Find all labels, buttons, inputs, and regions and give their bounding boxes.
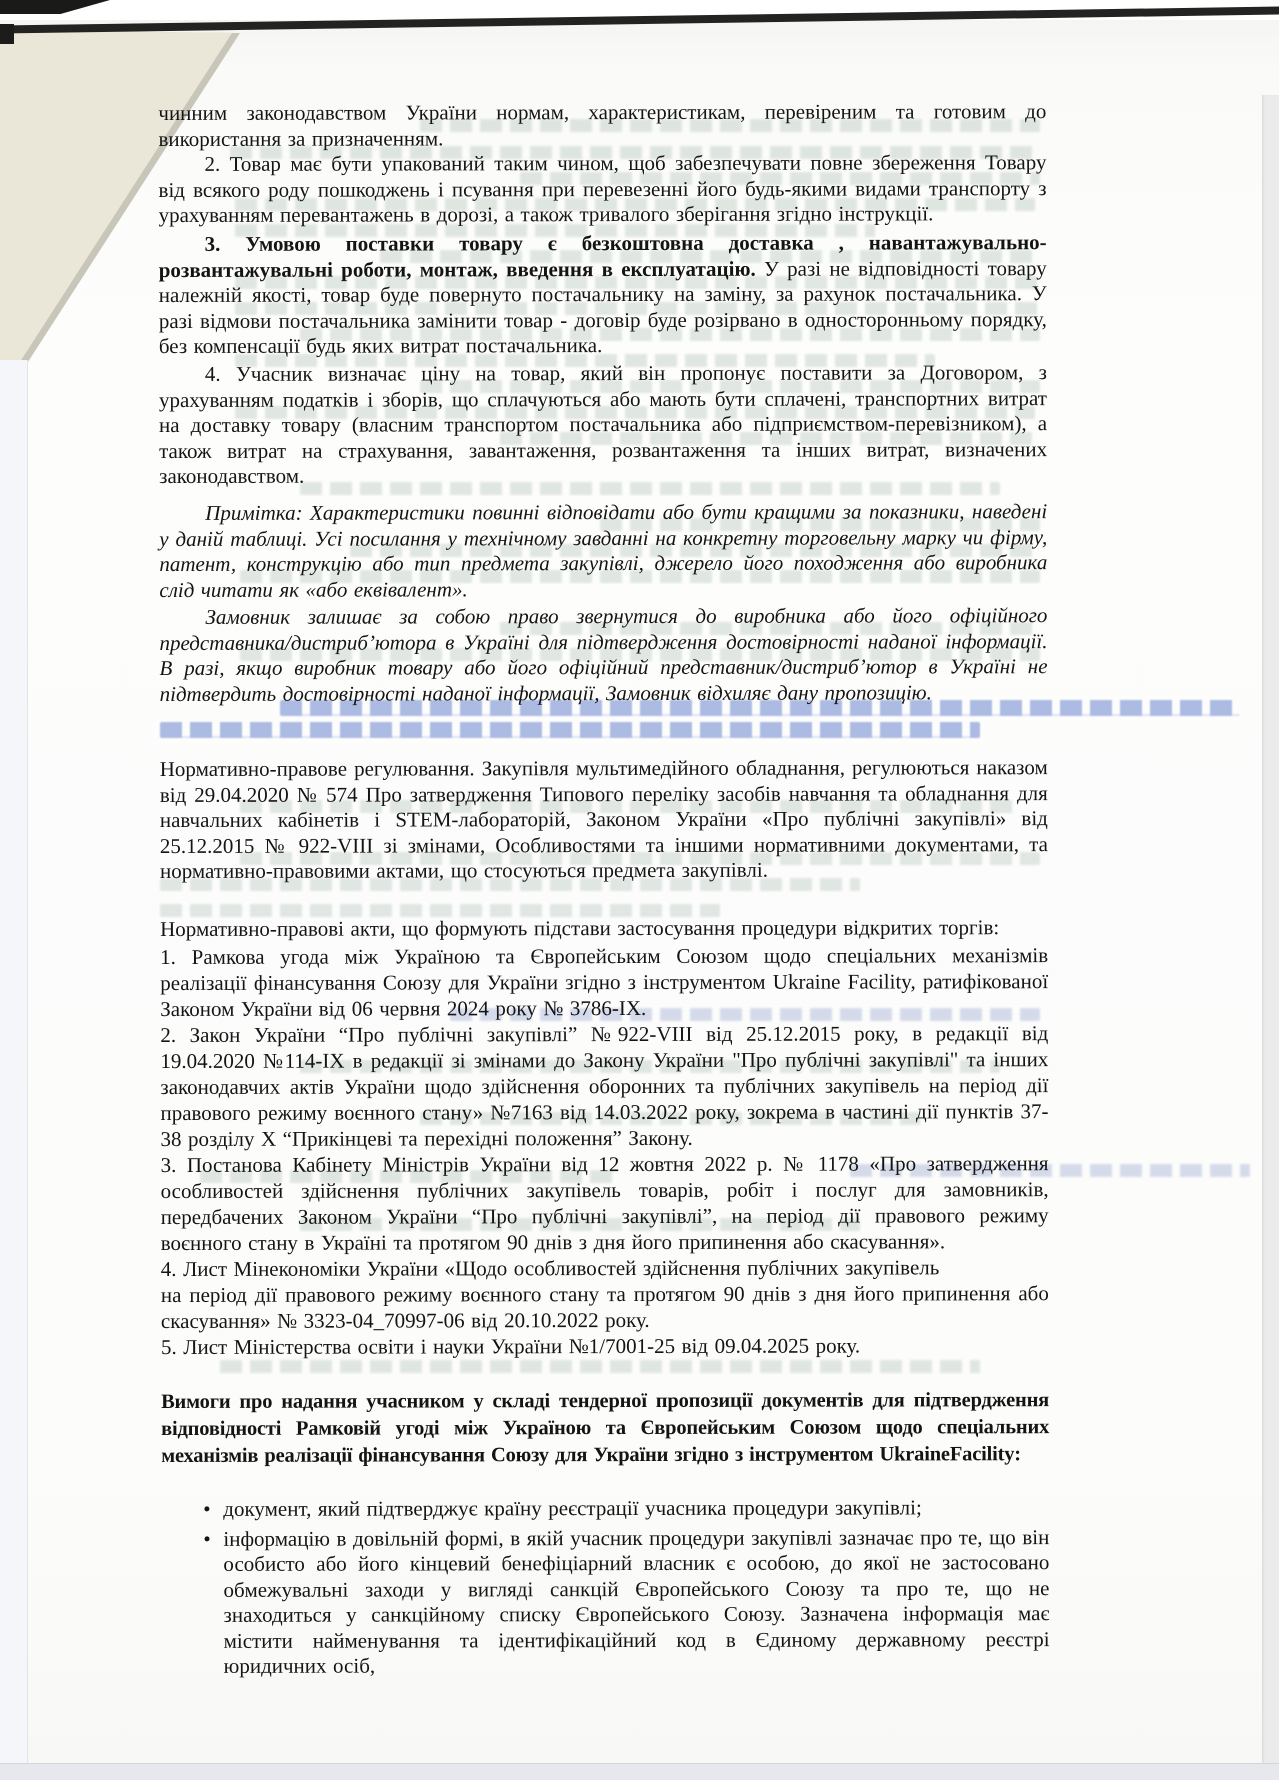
- requirements-heading: Вимоги про надання учасником у складі тендерної пропозиції документів для підтвердження відповідності Рамковій угоді між Україною та Європейським Союзом щодо спеціальних механізмів реалізації фінансування Союзу для України згідно з інструментом UkraineFacility:: [161, 1389, 1050, 1468]
- note-verification: Замовник залишає за собою право звернутися до виробника або його офіційного представника/дистриб’ютора в Україні для підтвердження достовірності наданої інформації. В разі, якщо виробник товару або його офіційний представник/дистриб’ютор в Україні не підтвердить достовірності наданої інформації, Замовник відхиляє дану пропозицію.: [159, 603, 1048, 706]
- paragraph-3-delivery-terms: [159, 230, 1047, 359]
- bullet-item-text: інформацію в довільній формі, в якій учасник процедури закупівлі зазначає про те, що він особисто або його кінцевий бенефіціарний власник є особою, до якої не застосовано обмежувальні заходи у вигляді санкцій Європейського Союзу та про те, що не знаходиться у санкційному списку Європейського Союзу. Зазначена інформація має містити найменування та ідентифікаційний код в Єдиному державному реєстрі юридичних осіб,: [223, 1524, 1050, 1678]
- legal-act-item: 4. Лист Мінекономіки України «Щодо особливостей здійснення публічних закупівель на період дії правового режиму воєнного стану та протягом 90 днів з дня його припинення або скасування» № 3323-04_70997-06 від 20.10.2022 року.: [160, 1255, 1049, 1334]
- paragraph-4-pricing: 4. Учасник визначає ціну на товар, який він пропонує поставити за Договором, з урахуванням податків і зборів, що сплачуються або мають бути сплачені, транспортних витрат на доставку товару (власним транспортом постачальника або підприємством-перевізником), а також витрат на страхування, завантаження, розвантаження та інших витрат, визначених законодавством.: [158, 360, 1048, 489]
- legal-act-item: 5. Лист Міністерства освіти і науки України №1/7001-25 від 09.04.2025 року.: [160, 1333, 861, 1360]
- paragraph-intro-continuation: чинним законодавством України нормам, характеристикам, перевіреним та готовим до використання за призначенням.: [158, 99, 1047, 151]
- paragraph-3-rest: У разі не відповідності товару належній якості, товар буде повернуто постачальнику на заміну, за рахунок постачальника. У разі відмови постачальника замінити товар - договір буде розірвано в односторонньому порядку, без компенсації будь яких витрат постачальника.: [158, 255, 1047, 359]
- paragraph-legal-regulation: Нормативно-правове регулювання. Закупівля мультимедійного обладнання, регулюються наказом від 29.04.2020 № 574 Про затвердження Типового переліку засобів навчання та обладнання для навчальних кабінетів і STEM-лабораторій, Законом України «Про публічні закупівлі» від 25.12.2015 № 922-VIII зі змінами, Особливостями та іншими нормативними документами, та нормативно-правовими актами, що стосуються предмета закупівлі.: [159, 755, 1048, 884]
- legal-act-item: 1. Рамкова угода між Україною та Європейським Союзом щодо спеціальних механізмів реалізації фінансування Союзу для України згідно з інструментом Ukraine Facility, ратифікованої Законом України від 06 червня 2024 року № 3786-IX.: [160, 943, 1049, 1022]
- bullet-item-sanctions: [161, 1525, 1049, 1680]
- requirements-bullet-list: [161, 1495, 1049, 1679]
- bullet-item-text: документ, який підтверджує країну реєстрації учасника процедури закупівлі;: [223, 1495, 922, 1521]
- note-equivalence: Примітка: Характеристики повинні відповідати або бути кращими за показники, наведені у даній таблиці. Усі посилання у технічному завданні на конкретну торговельну марку чи фірму, патент, конструкцію або тип предмета закупівлі, джерело його походження або виробника слід читати як «або еквівалент».: [159, 499, 1048, 602]
- legal-act-item: 2. Закон України “Про публічні закупівлі” №922-VIII від 25.12.2015 року, в редакції від 19.04.2020 №114-IX в редакції зі змінами до Закону України "Про публічні закупівлі" та інших законодавчих актів України щодо здійснення оборонних та публічних закупівель на період дії правового режиму воєнного стану» №7163 від 14.03.2022 року, зокрема в частині дії пунктів 37-38 розділу X “Прикінцеві та перехідні положення” Закону.: [160, 1021, 1049, 1152]
- legal-act-item: 3. Постанова Кабінету Міністрів України від 12 жовтня 2022 р. № 1178 «Про затвердження особливостей здійснення публічних закупівель товарів, робіт і послуг для замовників, передбачених Законом України “Про публічні закупівлі”, на період дії правового режиму воєнного стану в Україні та протягом 90 днів з дня його припинення або скасування».: [160, 1151, 1049, 1256]
- bullet-marker-icon: •: [203, 1526, 211, 1551]
- paragraph-3-bold-lead: 3. Умовою поставки товару є безкоштовна доставка , навантажувально-розвантажувальні роботи, монтаж, введення в експлуатацію.: [158, 230, 1047, 282]
- legal-acts-list: [160, 942, 1049, 1360]
- bullet-item-registration: [161, 1495, 1049, 1522]
- acts-list-heading: Нормативно-правові акти, що формують підстави застосування процедури відкритих торгів:: [160, 915, 1000, 942]
- paragraph-2-packaging: 2. Товар має бути упакований таким чином, щоб забезпечувати повне збереження Товару від всякого роду пошкоджень і псування при перевезенні його будь-якими видами транспорту з урахуванням перевантажень в дорозі, а також тривалого зберігання згідно інструкції.: [158, 150, 1047, 228]
- bullet-marker-icon: •: [203, 1496, 211, 1521]
